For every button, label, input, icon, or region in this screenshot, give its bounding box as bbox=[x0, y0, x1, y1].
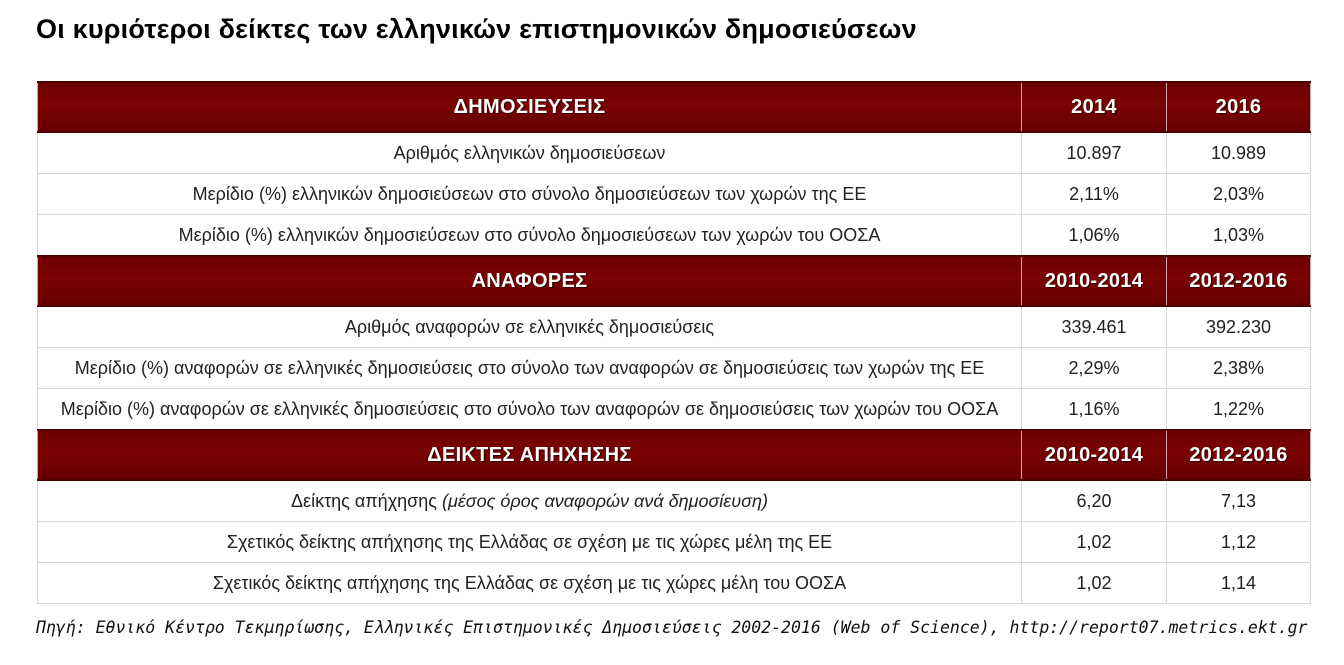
indicator-value: 10.897 bbox=[1022, 132, 1167, 174]
indicator-label-cell bbox=[38, 348, 1022, 389]
indicator-note: (μέσος όρος αναφορών ανά δημοσίευση) bbox=[441, 490, 768, 511]
period-header: 2010-2014 bbox=[1022, 430, 1167, 480]
indicator-label: Μερίδιο (%) αναφορών σε ελληνικές δημοσιεύσεις στο σύνολο των αναφορών σε δημοσιεύσεις των χωρών του ΟΟΣΑ bbox=[60, 398, 999, 419]
period-header: 2014 bbox=[1022, 82, 1167, 132]
section-header-row bbox=[38, 256, 1311, 306]
indicator-value: 1,16% bbox=[1022, 389, 1167, 431]
section-header-label: ΔΕΙΚΤΕΣ ΑΠΗΧΗΣΗΣ bbox=[38, 430, 1022, 480]
table-body bbox=[38, 82, 1311, 604]
indicator-label: Μερίδιο (%) αναφορών σε ελληνικές δημοσιεύσεις στο σύνολο των αναφορών σε δημοσιεύσεις των χωρών της ΕΕ bbox=[74, 357, 985, 378]
source-note: Πηγή: Εθνικό Κέντρο Τεκμηρίωσης, Ελληνικές Επιστημονικές Δημοσιεύσεις 2002-2016 (Web of Science), http://report07.metrics.ekt.gr bbox=[36, 618, 1308, 637]
indicator-value: 392.230 bbox=[1167, 306, 1311, 348]
table-row bbox=[38, 348, 1311, 389]
indicator-value: 1,02 bbox=[1022, 522, 1167, 563]
indicator-value: 2,03% bbox=[1167, 174, 1311, 215]
indicator-value: 2,29% bbox=[1022, 348, 1167, 389]
table-row bbox=[38, 215, 1311, 257]
period-header: 2012-2016 bbox=[1167, 430, 1311, 480]
indicator-label-cell bbox=[38, 132, 1022, 174]
indicator-value: 1,14 bbox=[1167, 563, 1311, 604]
table-row bbox=[38, 522, 1311, 563]
indicators-table bbox=[37, 81, 1311, 604]
section-header-row bbox=[38, 82, 1311, 132]
table-row bbox=[38, 389, 1311, 431]
table-row bbox=[38, 480, 1311, 522]
indicator-label-cell bbox=[38, 522, 1022, 563]
section-header-label: ΔΗΜΟΣΙΕΥΣΕΙΣ bbox=[38, 82, 1022, 132]
table-row bbox=[38, 132, 1311, 174]
indicator-value: 10.989 bbox=[1167, 132, 1311, 174]
indicator-value: 1,06% bbox=[1022, 215, 1167, 257]
indicator-value: 1,03% bbox=[1167, 215, 1311, 257]
indicator-label: Δείκτης απήχησης bbox=[291, 490, 437, 511]
period-header: 2016 bbox=[1167, 82, 1311, 132]
table-row bbox=[38, 563, 1311, 604]
indicator-label: Σχετικός δείκτης απήχησης της Ελλάδας σε σχέση με τις χώρες μέλη του ΟΟΣΑ bbox=[212, 572, 847, 593]
indicator-label-cell bbox=[38, 215, 1022, 257]
page-title: Οι κυριότεροι δείκτες των ελληνικών επιστημονικών δημοσιεύσεων bbox=[36, 14, 917, 44]
indicator-value: 1,12 bbox=[1167, 522, 1311, 563]
indicator-value: 1,22% bbox=[1167, 389, 1311, 431]
indicator-label: Μερίδιο (%) ελληνικών δημοσιεύσεων στο σύνολο δημοσιεύσεων των χωρών της ΕΕ bbox=[192, 183, 867, 204]
indicator-label: Σχετικός δείκτης απήχησης της Ελλάδας σε σχέση με τις χώρες μέλη της ΕΕ bbox=[226, 531, 833, 552]
indicators-table-container bbox=[37, 81, 1310, 604]
indicator-label-cell bbox=[38, 563, 1022, 604]
indicator-label: Αριθμός αναφορών σε ελληνικές δημοσιεύσεις bbox=[344, 316, 715, 337]
indicator-label: Αριθμός ελληνικών δημοσιεύσεων bbox=[393, 142, 666, 163]
table-row bbox=[38, 306, 1311, 348]
period-header: 2012-2016 bbox=[1167, 256, 1311, 306]
indicator-label: Μερίδιο (%) ελληνικών δημοσιεύσεων στο σύνολο δημοσιεύσεων των χωρών του ΟΟΣΑ bbox=[178, 224, 881, 245]
table-row bbox=[38, 174, 1311, 215]
indicator-value: 339.461 bbox=[1022, 306, 1167, 348]
indicator-label-cell bbox=[38, 389, 1022, 431]
indicator-label-cell bbox=[38, 480, 1022, 522]
indicator-value: 7,13 bbox=[1167, 480, 1311, 522]
indicator-label-cell bbox=[38, 174, 1022, 215]
indicator-value: 2,38% bbox=[1167, 348, 1311, 389]
section-header-label: ΑΝΑΦΟΡΕΣ bbox=[38, 256, 1022, 306]
indicator-value: 1,02 bbox=[1022, 563, 1167, 604]
period-header: 2010-2014 bbox=[1022, 256, 1167, 306]
indicator-value: 6,20 bbox=[1022, 480, 1167, 522]
indicator-value: 2,11% bbox=[1022, 174, 1167, 215]
indicator-label-cell bbox=[38, 306, 1022, 348]
section-header-row bbox=[38, 430, 1311, 480]
